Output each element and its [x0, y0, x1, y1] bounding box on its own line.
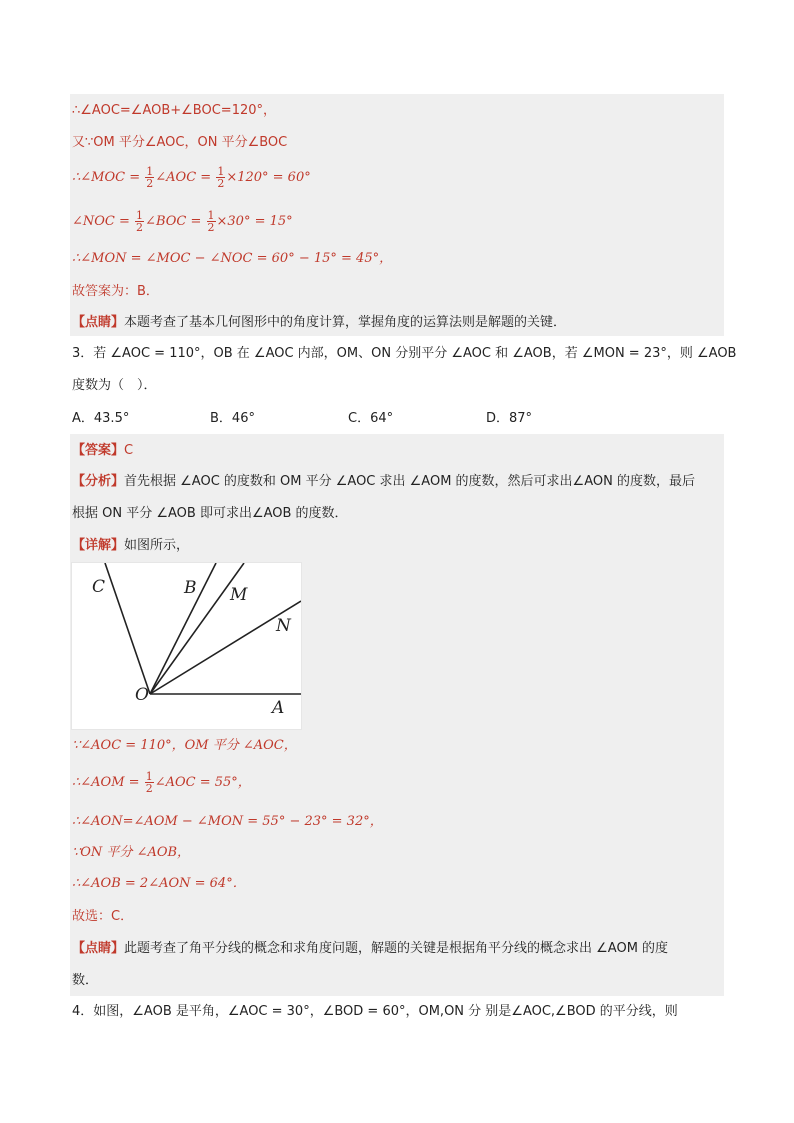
label-m: M [230, 585, 248, 605]
key-point-line [72, 314, 566, 332]
formula-text: ∴∠AOM = [72, 775, 140, 790]
ray-oc [105, 563, 150, 694]
analysis-line-cont: 根据 ON 平分 ∠AOB 即可求出∠AOB 的度数． [72, 506, 348, 521]
analysis-tag: 【分析】 [72, 474, 125, 489]
detail-tag: 【详解】 [72, 538, 125, 553]
question-3-stem-cont: 度数为（ ）． [72, 378, 157, 393]
question-4-stem: 4．如图，∠AOB 是平角，∠AOC = 30°，∠BOD = 60°，OM,ON 分 别是∠AOC,∠BOD 的平分线，则 [72, 1004, 678, 1019]
option-a: A．43.5° [72, 411, 130, 426]
fraction-half: $\frac{1}{2}$ [146, 165, 154, 190]
solution-line: 又∵OM 平分∠AOC，ON 平分∠BOC [72, 135, 288, 150]
formula-text: ×120° = 60° [226, 170, 311, 185]
formula-text: ×30° = 15° [216, 214, 293, 229]
detail-text: 如图所示， [124, 538, 190, 553]
solution-step-5: ∴∠AOB = 2∠AON = 64°． [72, 876, 246, 891]
solution-line: 故答案为：B． [72, 284, 159, 299]
label-o: O [135, 685, 149, 705]
ray-om [150, 563, 244, 694]
option-d: D．87° [486, 411, 533, 426]
formula-text: ∠AOC = 55°， [154, 775, 251, 790]
fraction-half: $\frac{1}{2}$ [207, 209, 215, 234]
answer-value: C [124, 443, 134, 458]
solution-formula-noc [72, 210, 293, 233]
analysis-text: 首先根据 ∠AOC 的度数和 OM 平分 ∠AOC 求出 ∠AOM 的度数，然后可求出∠AON 的度数，最后 [124, 474, 695, 489]
option-b: B．46° [210, 411, 255, 426]
formula-text: ∠AOC = [155, 170, 212, 185]
key-point-tag: 【点睛】 [72, 941, 125, 956]
key-point-line [72, 940, 668, 958]
key-point-text: 本题考查了基本几何图形中的角度计算，掌握角度的运算法则是解题的关键． [124, 315, 567, 330]
solution-step-4: ∵ON 平分 ∠AOB， [72, 845, 191, 860]
analysis-line [72, 473, 695, 491]
key-point-text: 此题考查了角平分线的概念和求角度问题，解题的关键是根据角平分线的概念求出 ∠AOM 的度 [124, 941, 669, 956]
label-a: A [272, 698, 285, 718]
label-n: N [276, 616, 291, 636]
formula-text: ∠NOC = [72, 214, 130, 229]
solution-step-3: ∴∠AON=∠AOM − ∠MON = 55° − 23° = 32°， [72, 814, 383, 829]
solution-step-6: 故选：C． [72, 909, 134, 924]
solution-step-1: ∵∠AOC = 110°，OM 平分 ∠AOC， [72, 738, 297, 753]
formula-text: ∴∠MOC = [72, 170, 141, 185]
angle-figure [71, 562, 302, 730]
solution-line: ∴∠AOC=∠AOB+∠BOC=120°， [72, 103, 277, 118]
answer-line [72, 442, 133, 460]
fraction-half: $\frac{1}{2}$ [217, 165, 225, 190]
solution-line: ∴∠MON = ∠MOC − ∠NOC = 60° − 15° = 45°， [72, 251, 393, 266]
label-c: C [92, 577, 106, 597]
key-point-line-cont: 数． [72, 973, 99, 988]
angle-diagram [72, 563, 301, 729]
fraction-half: $\frac{1}{2}$ [145, 770, 153, 795]
key-point-tag: 【点睛】 [72, 315, 125, 330]
formula-text: ∠BOC = [145, 214, 202, 229]
answer-tag: 【答案】 [72, 443, 125, 458]
detail-line [72, 537, 189, 555]
option-c: C．64° [348, 411, 394, 426]
fraction-half: $\frac{1}{2}$ [136, 209, 144, 234]
label-b: B [184, 578, 197, 598]
solution-formula-moc [72, 166, 311, 189]
question-3-stem: 3．若 ∠AOC = 110°，OB 在 ∠AOC 内部，OM、ON 分别平分 ∠AOC 和 ∠AOB，若 ∠MON = 23°，则 ∠AOB [72, 346, 737, 361]
solution-step-2 [72, 771, 251, 794]
